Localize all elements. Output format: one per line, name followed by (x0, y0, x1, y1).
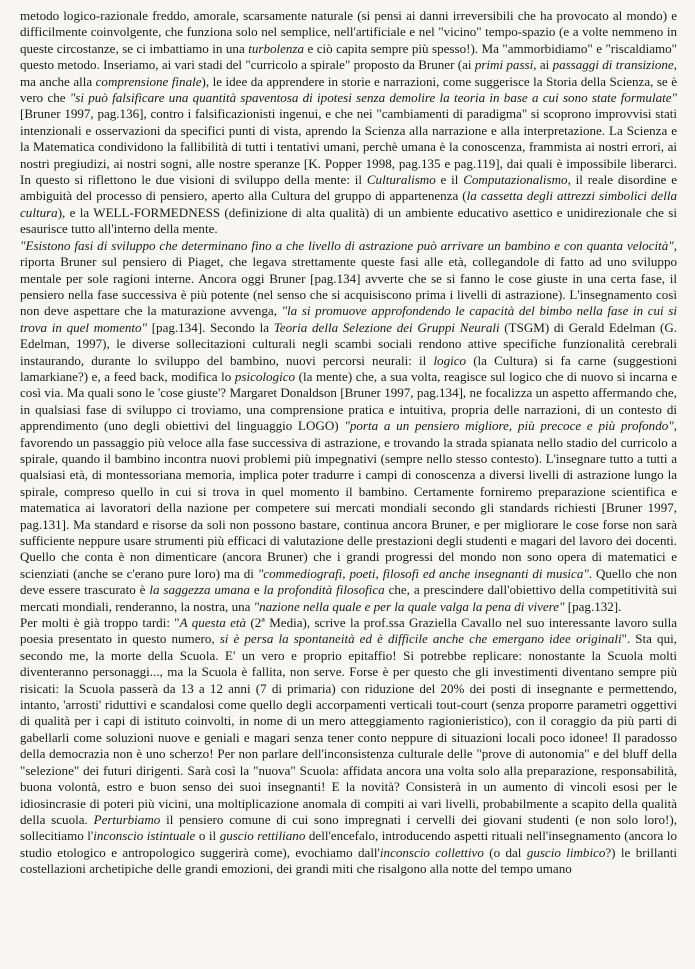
text-run: , ai (533, 57, 553, 73)
paragraph-fasi-di-sviluppo (20, 238, 677, 615)
text-run: (la mente) che, a sua volta, reagisce sul logico che di nuovo si incarna e così via. Ma quali sono le 'cose giuste'? Margaret Donaldson [Bruner 1997, pag.134], ne focalizza un aspetto affermando che, in qualsiasi fase di sviluppo ci troviamo, una comprensione pratica e intuitiva, propria delle narrazioni, di un contesto di apprendimento (uno degli obiettivi del linguaggio LOGO) (20, 368, 678, 434)
paragraph-metodo (20, 8, 677, 238)
text-run: Teoria della Selezione dei Gruppi Neurali (273, 319, 500, 335)
text-run: e il (435, 172, 464, 188)
text-run: , ma anche alla (20, 57, 677, 89)
text-run: [Bruner 1997, pag.136], contro i falsificazionisti ingenui, e che nei "cambiamenti di paradigma" si scoprono improvvisi stati intenzionali e osservazioni da specifici punti di vista, aprendo la Scienza alla narrazione e alla interpretazione. La Scienza e la Matematica condividono la fallibilità di tutti i tentativi umani, perchè umana è la conoscenza, frammista ai nostri errori, ai nostri pregiudizi, ai nostri sogni, alle nostre speranze [K. Popper 1998, pag.135 e pag.119], dai quali è impossibile liberarci. In questo si riflettono le due visioni di sviluppo della mente: il (20, 106, 677, 188)
text-run: Culturalismo (366, 172, 436, 188)
text-run: e (249, 582, 264, 598)
text-run: logico (433, 352, 467, 368)
text-run: "si può falsificare una quantità spaventosa di ipotesi senza demolire la teoria in base a cui sono state formulate" (69, 90, 678, 106)
text-run: "porta a un pensiero migliore, più precoce e più profondo" (344, 418, 674, 434)
text-run: [pag.132]. (564, 598, 622, 614)
text-run: , favorendo un passaggio più veloce alla fase successiva di astrazione, e trovando la strada spianata nello stadio del curricolo a spirale, quando il bambino incontra nuovi problemi più impegnativi (sempre nello stesso contesto). L'insegnare tutto a tutti a qualsiasi età, di montessoriana memoria, implica poter tradurre i campi di conoscenza a diversi livelli di astrazione lungo la spirale, compreso quello in cui si trova in quel momento il bambino. Certamente forniremo preparazione scientifica e matematica ai lavoratori della nazione per competere sui mercati mondiali secondo gli standards richiesti [Bruner 1997, pag.131]. Ma standard e risorse da soli non possono bastare, continua ancora Bruner, e per migliorare le cose forse non sarà sufficiente neppure usare strumenti più efficaci di valutazione delle prestazioni degli studenti e magari del lavoro dei docenti. Quello che conta è non dimenticare (ancora Bruner) che i grandi progressi del mondo non sono opera di matematici e scienziati (anche se c'erano pure loro) ma di (20, 418, 677, 581)
text-run: "la si promuove approfondendo le capacità del bimbo nella fase in cui si trova in quel momento" (20, 303, 677, 335)
text-run: si è persa la spontaneità ed è difficile anche che emergano idee originali (219, 631, 622, 647)
text-run: la profondità filosofica (263, 582, 385, 598)
text-run: metodo logico-razionale freddo, amorale, scarsamente naturale (si pensi ai danni irreversibili che ha provocato al mondo) e difficilmente coinvolgente, che funziona solo nel semplice, nell'artificiale e nel "vicino" tempo-spazio (e a volte nemmeno in queste circostanze, se ci imbattiamo in una (20, 8, 677, 56)
text-run: primi passi (474, 57, 534, 73)
text-run: (2ª Media), scrive la prof.ssa Graziella Cavallo nel suo interessante lavoro sulla poesia presentato in questo numero, (20, 615, 678, 647)
text-run: psicologico (234, 368, 296, 384)
text-run: (TSGM) di Gerald Edelman (G. Edelman, 1997), le diverse sollecitazioni culturali negli scambi sociali rendono attive specifiche funzionalità cerebrali instaurando, durante lo sviluppo del bambino, nuovi percorsi neurali: il (20, 319, 678, 368)
text-run: o il (195, 828, 220, 844)
paragraph-troppo-tardi (20, 615, 677, 878)
text-run: la cassetta degli attrezzi simbolici della cultura (20, 188, 677, 220)
text-run: Per molti è già troppo tardi: " (20, 615, 180, 631)
text-run: turbolenza (248, 40, 305, 56)
text-run: "Esistono fasi di sviluppo che determinano fino a che livello di astrazione può arrivare un bambino e con quanta velocità" (20, 237, 674, 253)
text-run: "commediografi, poeti, filosofi ed anche insegnanti di musica" (257, 565, 589, 581)
text-run: , riporta Bruner sul pensiero di Piaget, che legava strettamente queste fasi alle età, collegandole di fatto ad uno sviluppo mentale per sole ragioni interne. Ancora oggi Bruner [pag.134] avverte che se si fanno le cose giuste in una certa fase, il pensiero nella fase successiva è più potente (nel senso che si acquisiscono prima i livelli di astrazione). L'insegnamento così non deve aspettare che la maturazione avvenga, (20, 237, 677, 319)
text-run: (la Cultura) si fa carne (suggestioni lamarkiane?) e, a feed back, modifica lo (20, 352, 677, 384)
text-run: ". Sta qui, secondo me, la morte della Scuola. E' un vero e proprio epitaffio! Si potrebbe replicare: nonostante la Scuola molti diventeranno personaggi..., ma la Scuola è fallita, non serve. Forse è per questo che gli investimenti diventano sempre più risicati: la Scuola passerà da 13 a 12 anni (7 di primaria) con riduzione del 20% dei posti di insegnante e permettendo, intanto, 'arrosti' riduttivi e scandalosi come quello degli accorpamenti verticali tout-court (senza proporre parametri oggettivi di qualità per i capi di istituto coinvolti, in nome di un mero atteggiamento ragionieristico), con il coraggio da più parti di gabellarli come soluzioni nuove e geniali e magari senza tener conto neppure di situazioni locali poco idonee! Il paradosso della democrazia non è uno scherzo! Per non parlare dell'inconsistenza culturale delle "prove di autonomia" e del bluff della "selezione" dei futuri dirigenti. Sarà così la "nuova" Scuola: affidata ancora una volta solo alla preparazione, responsabilità, buona volontà, estro e buon senso dei suoi insegnanti! E la novità? Consisterà in un aumento di vincoli esosi per le idiosincrasie di poteri più vicini, una moltiplicazione anomala di compiti ai vari livelli, probabilmente a scapito della qualità della scuola. (20, 631, 677, 827)
text-run: ), e la WELL-FORMEDNESS (definizione di alta qualità) di un ambiente educativo asettico e unidirezionale che si esaurisce tutto all'interno della mente. (20, 204, 677, 237)
text-run: , il reale disordine e ambiguità del processo di pensiero, aperto alla Cultura del gruppo di appartenenza ( (20, 172, 678, 204)
text-run: la saggezza umana (149, 582, 250, 598)
text-run: passaggi di transizione (552, 57, 674, 73)
text-run: Perturbiamo (93, 811, 161, 827)
text-run: "nazione nella quale e per la quale valga la pena di vivere" (253, 598, 565, 614)
text-run: (o dal (483, 844, 527, 860)
text-run: e ciò capita sempre più spesso!). Ma "ammorbidiamo" e "riscaldiamo" questo metodo. Inseriamo, ai vari stadi del "curricolo a spirale" proposto da Bruner (ai (20, 40, 677, 73)
text-run: che, a prescindere dall'obiettivo della competitività sui mercati mondiali, renderanno, la nostra, una (20, 582, 677, 614)
text-run: guscio rettiliano (219, 828, 306, 844)
text-run: comprensione finale (95, 73, 202, 89)
text-run: inconscio collettivo (379, 844, 484, 860)
text-run: ?) le brillanti costellazioni archetipiche delle grandi emozioni, dei grandi miti che risalgono alla notte del tempo umano (20, 844, 678, 877)
text-run: guscio limbico (526, 844, 606, 860)
text-run: inconscio istintuale (93, 828, 196, 844)
text-run: A questa età (179, 615, 247, 631)
text-run: dell'encefalo, introducendo aspetti rituali nell'insegnamento (ancora lo studio etologico e antropologico suggerirà come), evochiamo dall' (20, 828, 678, 860)
text-run: Computazionalismo (463, 172, 568, 188)
text-run: [pag.134]. Secondo la (147, 319, 274, 335)
text-run: . Quello che non deve essere trascurato è (20, 565, 677, 598)
text-run: ), le idee da apprendere in storie e narrazioni, come suggerisce la Storia della Scienza, se è vero che (20, 73, 677, 106)
text-run: il pensiero comune di cui sono impregnati i cervelli dei giovani studenti (e non solo loro!), sollecitiamo l' (20, 811, 677, 844)
